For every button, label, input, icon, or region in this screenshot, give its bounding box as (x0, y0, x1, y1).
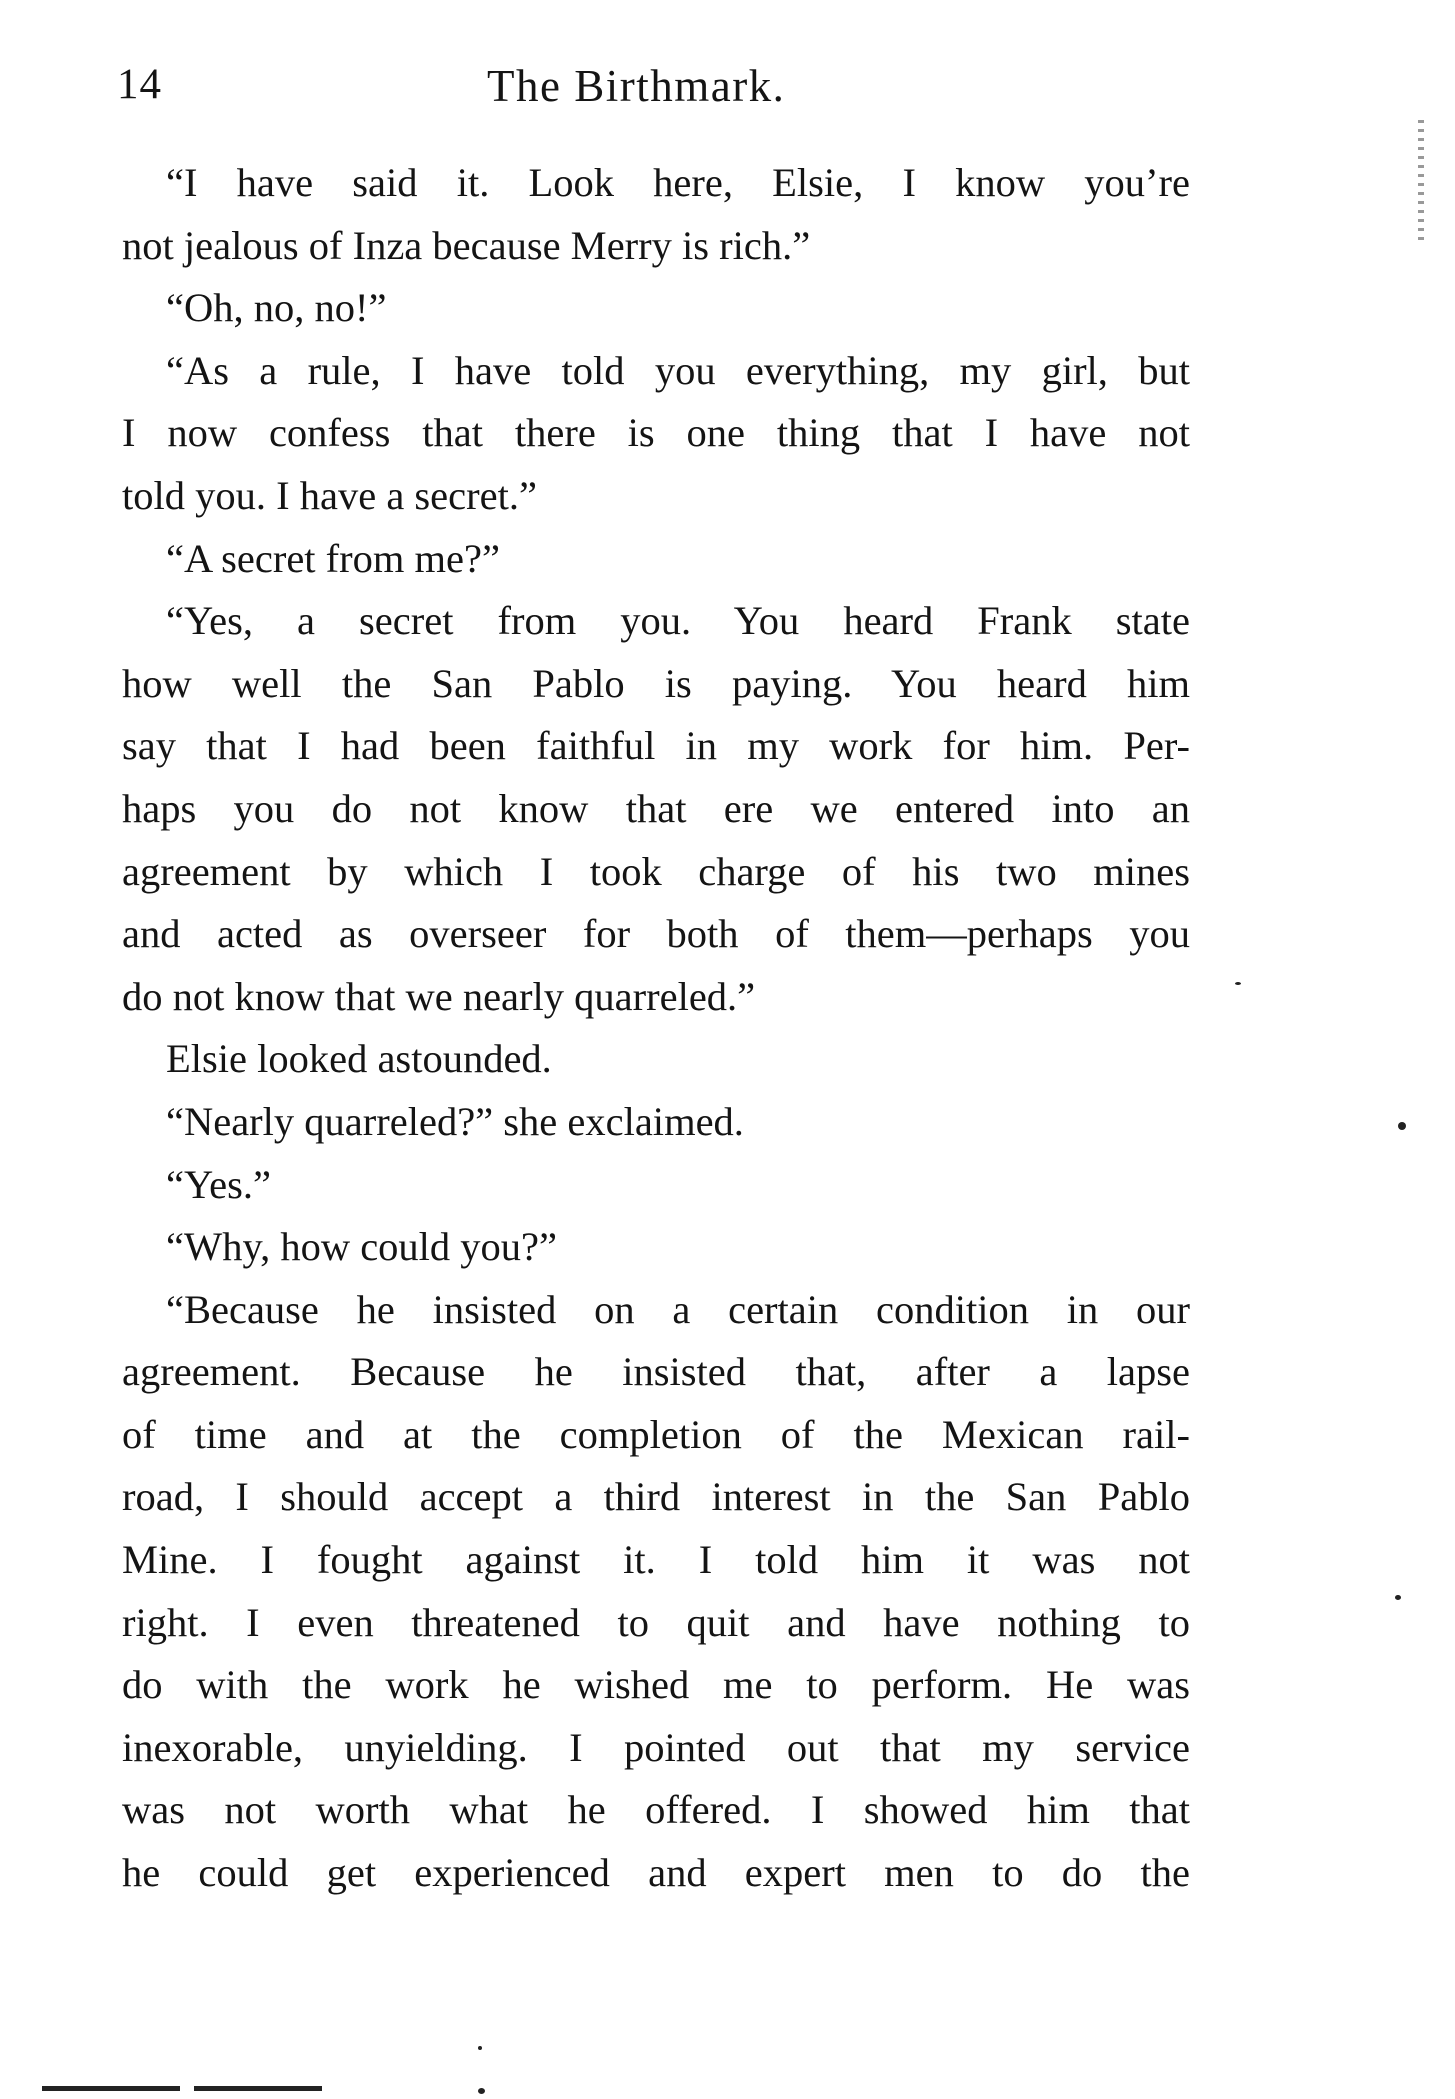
text-line: “Because he insisted on a certain condition in our (166, 1286, 1190, 1332)
text-line: haps you do not know that ere we entered into an (122, 785, 1190, 831)
text-line: “A secret from me?” (166, 535, 500, 581)
text-line: “Yes, a secret from you. You heard Frank state (166, 598, 1190, 644)
text-line: “Nearly quarreled?” she exclaimed. (166, 1098, 744, 1144)
body-text (122, 152, 1190, 1905)
text-line: road, I should accept a third interest in the San Pablo (122, 1474, 1190, 1520)
text-line: told you. I have a secret.” (122, 472, 537, 518)
text-line: Mine. I fought against it. I told him it was not (122, 1537, 1190, 1583)
text-line: of time and at the completion of the Mexican rail- (122, 1411, 1190, 1457)
scan-edge-noise (1418, 120, 1424, 240)
text-line: he could get experienced and expert men to do the (122, 1850, 1190, 1896)
speck (1395, 1595, 1401, 1600)
text-line: “As a rule, I have told you everything, my girl, but (166, 347, 1190, 393)
text-line: agreement by which I took charge of his two mines (122, 848, 1190, 894)
text-line: Elsie looked astounded. (166, 1036, 552, 1082)
page-number: 14 (117, 61, 162, 108)
text-line: do with the work he wished me to perform. He was (122, 1662, 1190, 1708)
text-line: not jealous of Inza because Merry is rich.” (122, 222, 811, 268)
speck (1235, 982, 1241, 985)
text-line: “I have said it. Look here, Elsie, I know you’re (166, 160, 1190, 205)
speck (1398, 1122, 1406, 1130)
footer-smudge-gap (180, 2085, 194, 2091)
text-line: inexorable, unyielding. I pointed out that my service (122, 1724, 1190, 1770)
text-line: was not worth what he offered. I showed him that (122, 1787, 1190, 1833)
text-line: “Oh, no, no!” (166, 285, 387, 331)
text-line: agreement. Because he insisted that, after a lapse (122, 1349, 1190, 1395)
speck (478, 2088, 485, 2094)
text-line: how well the San Pablo is paying. You heard him (122, 660, 1190, 706)
text-line: “Yes.” (166, 1161, 272, 1207)
text-line: say that I had been faithful in my work for him. Per- (122, 723, 1190, 769)
text-line: and acted as overseer for both of them—perhaps you (122, 911, 1190, 957)
speck (478, 2046, 482, 2050)
text-line: do not know that we nearly quarreled.” (122, 973, 756, 1019)
running-title: The Birthmark. (487, 61, 786, 111)
text-line: “Why, how could you?” (166, 1224, 557, 1270)
text-line: right. I even threatened to quit and have nothing to (122, 1599, 1190, 1645)
text-line: I now confess that there is one thing that I have not (122, 410, 1190, 456)
page-header (117, 60, 1197, 120)
